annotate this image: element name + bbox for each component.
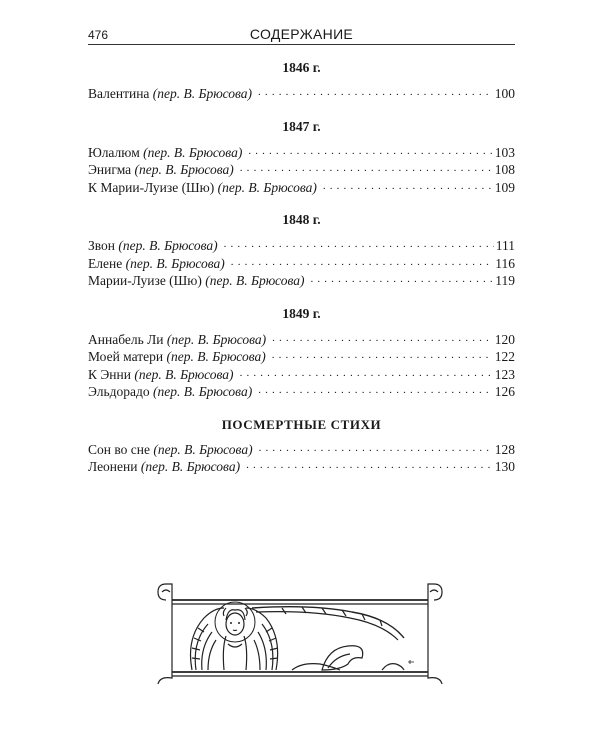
entry-page: 103 bbox=[494, 144, 515, 160]
entry-title: Марии-Луизе (Шю) bbox=[88, 273, 202, 288]
dot-leader bbox=[310, 273, 493, 285]
toc-entry[interactable] bbox=[88, 331, 515, 349]
entry-page: 120 bbox=[494, 331, 515, 347]
entry-translator: (пер. В. Брюсова) bbox=[134, 162, 234, 177]
dot-leader bbox=[231, 256, 493, 268]
toc-group-posthumous bbox=[88, 417, 515, 476]
entry-page: 123 bbox=[494, 366, 515, 382]
entry-page: 122 bbox=[494, 349, 515, 364]
toc-entry[interactable] bbox=[88, 366, 515, 384]
entry-page: 111 bbox=[495, 238, 515, 253]
dot-leader bbox=[272, 332, 493, 344]
entry-title: Звон bbox=[88, 238, 116, 253]
entry-translator: (пер. В. Брюсова) bbox=[152, 384, 253, 399]
entry-page: 130 bbox=[494, 459, 515, 474]
toc-group-1846 bbox=[88, 60, 515, 103]
dot-leader bbox=[240, 367, 493, 379]
running-title: СОДЕРЖАНИЕ bbox=[249, 26, 354, 42]
entry-title: К Марии-Луизе (Шю) bbox=[88, 179, 215, 195]
year-heading: 1849 г. bbox=[282, 305, 321, 321]
entry-translator: (пер. В. Брюсова) bbox=[125, 255, 225, 271]
entry-title: Эльдорадо bbox=[88, 384, 150, 399]
entry-translator: (пер. В. Брюсова) bbox=[205, 273, 305, 288]
toc-entry[interactable] bbox=[88, 144, 515, 162]
entry-page: 126 bbox=[494, 384, 515, 399]
toc-entry[interactable] bbox=[88, 441, 515, 459]
entry-title: Елене bbox=[88, 255, 123, 271]
dot-leader bbox=[258, 384, 493, 396]
entry-page: 119 bbox=[495, 273, 515, 288]
entry-translator: (пер. В. Брюсова) bbox=[134, 366, 234, 382]
entry-translator: (пер. В. Брюсова) bbox=[217, 179, 317, 195]
section-heading: ПОСМЕРТНЫЕ СТИХИ bbox=[221, 416, 382, 432]
year-heading: 1846 г. bbox=[282, 60, 321, 75]
entry-title: Энигма bbox=[88, 162, 132, 177]
page-header bbox=[88, 26, 515, 45]
dot-leader bbox=[224, 238, 494, 250]
entry-translator: (пер. В. Брюсова) bbox=[118, 238, 218, 253]
toc-group-1849 bbox=[88, 306, 515, 401]
toc-entry[interactable] bbox=[88, 348, 515, 366]
entry-title: Леонени bbox=[88, 459, 138, 474]
entry-page: 116 bbox=[495, 255, 515, 271]
toc-entry[interactable] bbox=[88, 458, 515, 476]
entry-title: Валентина bbox=[88, 86, 150, 101]
dot-leader bbox=[248, 145, 492, 157]
art-nouveau-angel-vignette-icon bbox=[152, 578, 448, 688]
year-heading: 1847 г. bbox=[282, 118, 321, 134]
entry-translator: (пер. В. Брюсова) bbox=[140, 459, 241, 474]
toc-entry[interactable] bbox=[88, 383, 515, 401]
toc-entry[interactable] bbox=[88, 237, 515, 255]
entry-translator: (пер. В. Брюсова) bbox=[166, 349, 266, 364]
entry-page: 109 bbox=[494, 179, 515, 195]
entry-title: Сон во сне bbox=[88, 441, 150, 457]
page-number: 476 bbox=[88, 28, 109, 42]
entry-page: 108 bbox=[494, 162, 515, 177]
entry-page: 128 bbox=[494, 441, 515, 457]
entry-translator: (пер. В. Брюсова) bbox=[153, 441, 253, 457]
dot-leader bbox=[246, 459, 493, 471]
entry-translator: (пер. В. Брюсова) bbox=[143, 144, 243, 160]
dot-leader bbox=[323, 180, 493, 192]
entry-translator: (пер. В. Брюсова) bbox=[166, 331, 267, 347]
toc-group-1847 bbox=[88, 119, 515, 197]
entry-title: Юлалюм bbox=[88, 144, 140, 160]
entry-translator: (пер. В. Брюсова) bbox=[152, 86, 253, 101]
entry-title: Аннабель Ли bbox=[88, 331, 164, 347]
toc-entry[interactable] bbox=[88, 85, 515, 103]
entry-title: Моей матери bbox=[88, 349, 164, 364]
year-heading: 1848 г. bbox=[282, 212, 321, 227]
toc-group-1848 bbox=[88, 212, 515, 290]
table-of-contents bbox=[88, 60, 515, 492]
dot-leader bbox=[258, 86, 493, 98]
toc-entry[interactable] bbox=[88, 255, 515, 273]
entry-page: 100 bbox=[494, 86, 515, 101]
toc-entry[interactable] bbox=[88, 179, 515, 197]
entry-title: К Энни bbox=[88, 366, 131, 382]
dot-leader bbox=[272, 349, 493, 361]
toc-entry[interactable] bbox=[88, 161, 515, 179]
dot-leader bbox=[240, 162, 493, 174]
toc-entry[interactable] bbox=[88, 272, 515, 290]
dot-leader bbox=[259, 442, 493, 454]
